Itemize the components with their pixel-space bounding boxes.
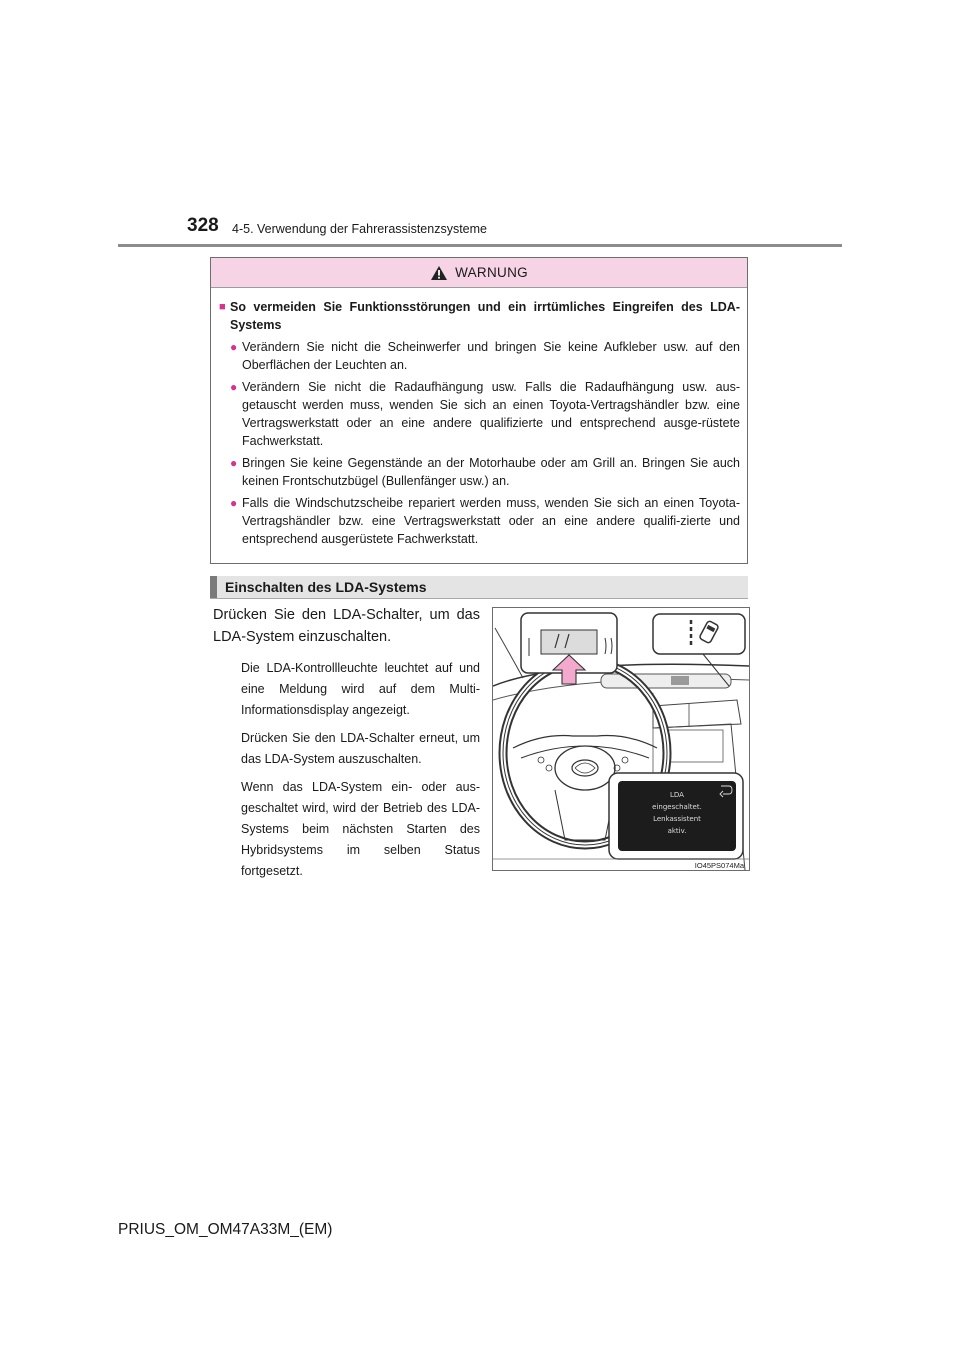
square-bullet-icon: ■: [219, 301, 226, 313]
warning-box: [210, 257, 748, 564]
page-number: 328: [187, 215, 219, 236]
warning-item-text: Bringen Sie keine Gegenstände an der Motorhaube oder am Grill an. Bringen Sie auch keinen Frontschutzbügel (Bullenfänger usw.) an.: [242, 456, 740, 488]
warning-item-text: Falls die Windschutzscheibe repariert werden muss, wenden Sie sich an einen Toyota-Vertragshändler bzw. eine Vertragswerkstatt oder an eine andere qualifi-zierte und entsprechend ausgerüstete Fachwerkstatt.: [242, 496, 740, 546]
header-rule: [118, 244, 842, 247]
display-line-status: eingeschaltet.: [652, 803, 702, 811]
display-line-lda: LDA: [670, 791, 684, 799]
display-line-assist: Lenkassistent: [653, 815, 701, 823]
round-bullet-icon: ●: [230, 380, 238, 394]
warning-title: WARNUNG: [455, 265, 528, 280]
round-bullet-icon: ●: [230, 340, 238, 354]
lead-instruction: Drücken Sie den LDA-Schalter, um das LDA-System einzuschalten.: [213, 607, 480, 645]
footer-code: PRIUS_OM_OM47A33M_(EM): [118, 1221, 333, 1238]
warning-heading: [219, 298, 740, 334]
body-paragraph: Drücken Sie den LDA-Schalter erneut, um das LDA-System auszuschalten.: [241, 731, 480, 766]
warning-item-text: Verändern Sie nicht die Scheinwerfer und bringen Sie keine Aufkleber usw. auf den Oberflächen der Leuchten an.: [242, 340, 740, 372]
running-title: 4-5. Verwendung der Fahrerassistenzsysteme: [232, 222, 487, 236]
round-bullet-icon: ●: [230, 496, 238, 510]
body-paragraph: Wenn das LDA-System ein- oder aus-geschaltet wird, wird der Betrieb des LDA-Systems beim nächsten Starten des Hybridsystems im selben Status fortgesetzt.: [241, 780, 480, 878]
dashboard-illustration: [492, 607, 750, 871]
round-bullet-icon: ●: [230, 456, 238, 470]
section-header: [210, 576, 748, 599]
warning-triangle-icon: [430, 265, 448, 281]
section-accent: [210, 576, 217, 598]
body-paragraph: Die LDA-Kontrollleuchte leuchtet auf und eine Meldung wird auf dem Multi-Informationsdisplay angezeigt.: [241, 661, 480, 717]
warning-item: [230, 338, 740, 374]
section-body: [213, 604, 480, 889]
warning-item-text: Verändern Sie nicht die Radaufhängung usw. Falls die Radaufhängung usw. aus-getauscht werden muss, wenden Sie sich an einen Toyota-Vertragshändler bzw. eine Vertragswerkstatt oder an eine andere qualifizierte und entsprechend ausge-rüstete Fachwerkstatt.: [242, 380, 740, 448]
display-line-active: aktiv.: [667, 827, 687, 835]
warning-heading-text: So vermeiden Sie Funktionsstörungen und ein irrtümliches Eingreifen des LDA-Systems: [230, 300, 740, 332]
section-title: Einschalten des LDA-Systems: [225, 579, 427, 595]
warning-body: [211, 288, 747, 548]
warning-item: [230, 378, 740, 450]
warning-item: [230, 494, 740, 548]
warning-item: [230, 454, 740, 490]
warning-header: [211, 258, 747, 288]
figure-code: IO45PS074Ma: [694, 861, 744, 870]
